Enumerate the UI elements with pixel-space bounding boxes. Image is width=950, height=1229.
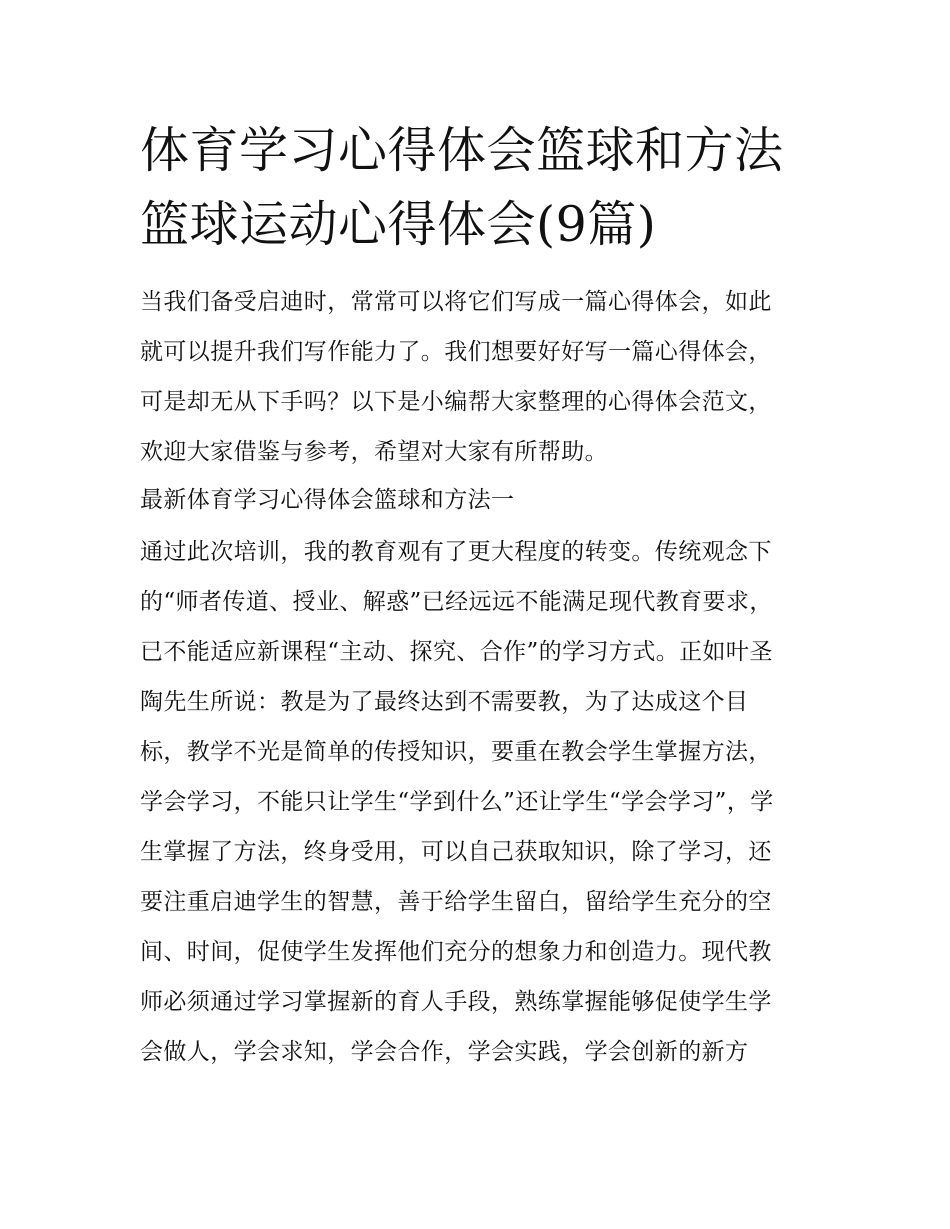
intro-paragraph [140,277,820,477]
section-heading: 最新体育学习心得体会篮球和方法一 [140,487,515,513]
intro-line: 当我们备受启迪时，常常可以将它们写成一篇心得体会，如此 [140,289,772,315]
body-line: 师必须通过学习掌握新的育人手段，熟练掌握能够促使学生学 [140,989,772,1015]
body-line: 的“师者传道、授业、解惑”已经远远不能满足现代教育要求， [140,589,773,615]
body-line: 陶先生所说：教是为了最终达到不需要教，为了达成这个目 [140,689,749,715]
body-line: 已不能适应新课程“主动、探究、合作”的学习方式。正如叶圣 [140,639,773,665]
body-line: 通过此次培训，我的教育观有了更大程度的转变。传统观念下 [140,539,772,565]
body-line: 生掌握了方法，终身受用，可以自己获取知识，除了学习，还 [140,839,772,865]
title-line-1: 体育学习心得体会篮球和方法 [140,122,784,179]
body-paragraph [140,527,820,1077]
body-line: 标，教学不光是简单的传授知识，要重在教会学生掌握方法， [140,739,772,765]
body-line: 会做人，学会求知，学会合作，学会实践，学会创新的新方 [140,1039,749,1065]
document-content [140,114,820,1077]
body-line: 间、时间，促使学生发挥他们充分的想象力和创造力。现代教 [140,939,772,965]
body-line: 要注重启迪学生的智慧，善于给学生留白，留给学生充分的空 [140,889,772,915]
body-line: 学会学习，不能只让学生“学到什么”还让学生“学会学习”，学 [140,789,774,815]
intro-line: 就可以提升我们写作能力了。我们想要好好写一篇心得体会， [140,339,772,365]
intro-line: 可是却无从下手吗？以下是小编帮大家整理的心得体会范文， [140,389,772,415]
intro-line: 欢迎大家借鉴与参考，希望对大家有所帮助。 [140,439,608,465]
document-title [140,114,820,262]
title-line-2: 篮球运动心得体会(9篇) [140,196,657,253]
